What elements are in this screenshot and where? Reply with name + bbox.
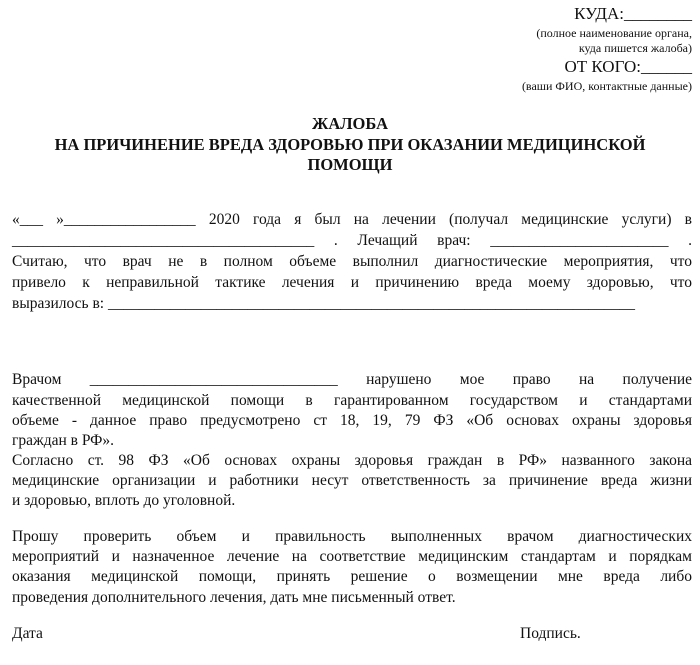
p1-line-2: _______________________________________ . Лечащий врач: _______________________ . [12,232,692,249]
document-title: ЖАЛОБА [312,114,388,133]
p1-line-4: привело к неправильной тактике лечения и причинению вреда моему здоровью, что [12,274,692,291]
p1-line-1: «___ »_________________ 2020 года я был на лечении (получал медицинские услуги) в [12,211,692,228]
document-subtitle-line-1: НА ПРИЧИНЕНИЕ ВРЕДА ЗДОРОВЬЮ ПРИ ОКАЗАНИИ МЕДИЦИНСКОЙ [54,135,646,154]
p2-line-7: и здоровью, вплоть до уголовной. [12,492,236,509]
p2-line-5: Согласно ст. 98 ФЗ «Об основах охраны здоровья граждан в РФ» названного закона [12,452,692,469]
p1-line-5: выразилось в: ____________________________________________________________________ [12,295,635,312]
p2-line-6: медицинские организации и работники несут ответственность за причинение вреда жизни [12,472,692,489]
addressee-note-1: (полное наименование органа, [536,26,692,40]
p2-line-4: граждан в РФ». [12,432,115,449]
p3-line-3: оказания медицинской помощи, принять решение о возмещении мне вреда либо [12,568,692,585]
date-label: Дата [12,625,43,642]
sender-note: (ваши ФИО, контактные данные) [521,79,692,93]
document-subtitle-line-2: ПОМОЩИ [307,155,393,174]
addressee-note-2: куда пишется жалоба) [578,41,692,55]
p2-line-1: Врачом ________________________________ нарушено мое право на получение [12,371,692,388]
p2-line-2: качественной медицинской помощи в гарантированном государством и стандартами [12,392,692,409]
p3-line-4: проведения дополнительного лечения, дать мне письменный ответ. [12,589,456,606]
p3-line-2: мероприятий и назначенное лечение на соответствие медицинским стандартам и порядкам [12,548,692,565]
p3-line-1: Прошу проверить объем и правильность выполненных врачом диагностических [12,528,692,545]
addressee-line: КУДА:________ [574,4,692,23]
p1-line-3: Считаю, что врач не в полном объеме выполнил диагностические мероприятия, что [12,253,692,270]
sender-line: ОТ КОГО:______ [564,57,692,76]
signature-label: Подпись. [520,625,581,642]
p2-line-3: объеме - данное право предусмотрено ст 18, 19, 79 ФЗ «Об основах охраны здоровья [12,412,692,429]
